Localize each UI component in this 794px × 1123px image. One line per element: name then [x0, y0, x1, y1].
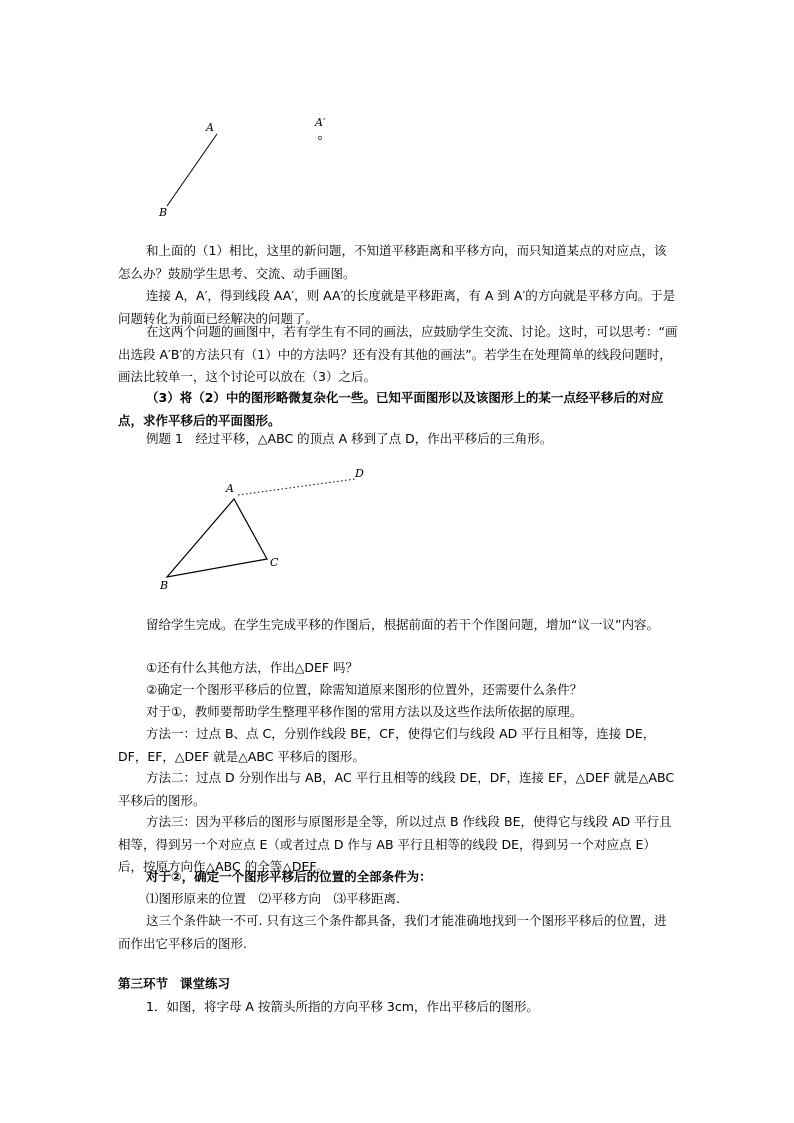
label-d: D [355, 467, 364, 480]
figure-segment-ab [140, 108, 360, 228]
paragraph-13: 对于②，确定一个图形平移后的位置的全部条件为： [146, 869, 432, 884]
section-subtitle: 课堂练习 [180, 976, 231, 991]
conditions-list: ⑴图形原来的位置 ⑵平移方向 ⑶平移距离. [146, 891, 400, 906]
paragraph-3: 在这两个问题的画图中，若有学生有不同的画法，应鼓励学生交流、讨论。这时，可以思考：“画出选段 A′B′的方法只有（1）中的方法吗？还有没有其他的画法”。若学生在处理简单的线段问题时，画法比较单一，这个讨论可以放在（3）之后。 [118, 324, 678, 384]
figure-triangle-abc [150, 462, 380, 592]
dotted-segment-ad [238, 479, 355, 495]
paragraph-15: 这三个条件缺一不可. 只有这三个条件都具备，我们才能准确地找到一个图形平移后的位置，进而作出它平移后的图形. [118, 913, 667, 951]
label-b: B [159, 206, 168, 219]
label-b: B [160, 579, 169, 592]
method-2: 方法二：过点 D 分别作出与 AB，AC 平行且相等的线段 DE，DF，连接 EF，△DEF 就是△ABC 平移后的图形。 [118, 770, 675, 808]
triangle-abc [167, 499, 267, 577]
method-1: 方法一：过点 B、点 C，分别作线段 BE，CF，使得它们与线段 AD 平行且相等，连接 DE，DF，EF，△DEF 就是△ABC 平移后的图形。 [118, 726, 656, 764]
paragraph-9: 对于①，教师要帮助学生整理平移作图的常用方法以及这些作法所依据的原理。 [146, 704, 583, 719]
point-a-prime [318, 136, 321, 139]
question-1: ①还有什么其他方法，作出△DEF 吗？ [146, 660, 359, 675]
section-heading [118, 974, 242, 992]
paragraph-4: （3）将（2）中的图形略微复杂化一些。已知平面图形以及该图形上的某一点经平移后的对应点，求作平移后的平面图形。 [118, 390, 664, 428]
section-title: 第三环节 [118, 976, 169, 991]
label-c: C [270, 556, 279, 569]
paragraph-1: 和上面的（1）相比，这里的新问题，不知道平移距离和平移方向，而只知道某点的对应点，该怎么办？鼓励学生思考、交流、动手画图。 [118, 243, 667, 281]
segment-ab [167, 134, 217, 206]
label-a: A [226, 482, 234, 495]
label-a: A [206, 121, 214, 134]
method-3: 方法三：因为平移后的图形与原图形是全等，所以过点 B 作线段 BE，使得它与线段 AD 平行且相等，得到另一个对应点 E（或者过点 D 作与 AB 平行且相等的线段 DE，得到另一个对应点 E）后，按原方向作△ABC 的全等△DEF。 [118, 814, 672, 874]
paragraph-2: 连接 A，A′，得到线段 AA′，则 AA′的长度就是平移距离，有 A 到 A′的方向就是平移方向。于是问题转化为前面已经解决的问题了。 [118, 288, 676, 326]
example-1: 例题 1 经过平移，△ABC 的顶点 A 移到了点 D，作出平移后的三角形。 [146, 431, 553, 446]
exercise-1: 1．如图，将字母 A 按箭头所指的方向平移 3cm，作出平移后的图形。 [146, 999, 539, 1014]
question-2: ②确定一个图形平移后的位置，除需知道原来图形的位置外，还需要什么条件？ [146, 682, 583, 697]
label-a-prime: A′ [315, 116, 326, 129]
paragraph-6: 留给学生完成。在学生完成平移的作图后，根据前面的若干个作图问题，增加“议一议”内容。 [146, 617, 659, 632]
